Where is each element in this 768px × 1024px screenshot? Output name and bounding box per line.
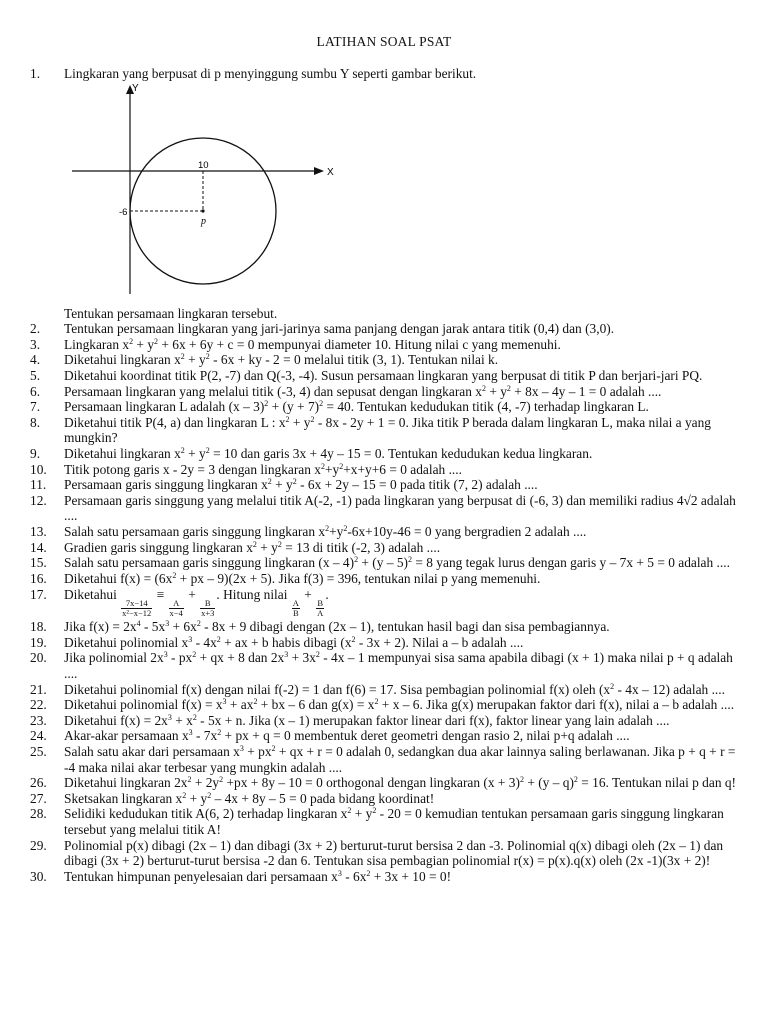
question-text-segment: + bx – 6 dan g(x) = x — [257, 697, 375, 713]
question-18: 18. Jika $f(x) = 2x^4 - 5x^3 + 6x^2 - 8x + 9$ dibagi dengan (2x – 1), tentukan hasil bagi dan sisa pembagiannya. — [30, 619, 610, 635]
exponent: 2 — [252, 539, 257, 549]
exponent: 2 — [372, 806, 377, 816]
question-text-segment: - px — [167, 650, 193, 666]
axis-x-label: X — [327, 167, 334, 178]
question-text-segment: B — [317, 598, 324, 609]
question-text-segment: - 5x + n. Jika (x – 1) merupakan faktor linear dari f(x), faktor linear yang lain adalah .... — [196, 712, 670, 728]
exponent: 3 — [222, 697, 227, 707]
question-27: 27. Sketsakan lingkaran $x^2 + y^2 - 4x + 8y - 5 = 0$ pada bidang koordinat! — [30, 790, 435, 806]
question-6: 6. Persamaan lingkaran yang melalui titik (-3, 4) dan sepusat dengan lingkaran $x^2 + y^2 + 8x - 4y - 1 = 0$ adalah .... — [30, 383, 662, 399]
question-text-segment: Persamaan garis singgung lingkaran x — [64, 477, 268, 493]
exponent: 2 — [366, 868, 371, 878]
question-text-segment: - 5x — [140, 619, 166, 635]
exponent: 2 — [192, 712, 197, 722]
exponent: 2 — [192, 650, 197, 660]
exponent: 2 — [205, 352, 210, 362]
exponent: 2 — [321, 461, 325, 471]
question-1-caption: Tentukan persamaan lingkaran tersebut. — [64, 305, 278, 321]
question-10: 10. Titik potong garis x - 2y = 3 dengan lingkaran $x^2+y^2+x+y+6 = 0$ adalah .... — [30, 461, 462, 477]
question-text-segment: + qx + 8 dan 2x — [196, 650, 285, 666]
question-text-segment: + ax — [226, 697, 254, 713]
axis-y-label: Y — [132, 83, 139, 94]
question-30: 30. Tentukan himpunan penyelesaian dari persamaan $x^3 - 6x^2 + 3x + 10 = 0$! — [30, 868, 452, 884]
question-list — [30, 66, 742, 884]
question-text-segment: + 2y — [191, 775, 220, 791]
exponent: 2 — [216, 634, 221, 644]
question-text-segment: – 4x + 8y – 5 = 0 pada bidang koordinat! — [211, 790, 435, 806]
question-text-segment: - 6x — [341, 868, 367, 884]
exponent: 2 — [285, 414, 290, 424]
tick-y-label: -6 — [119, 207, 128, 218]
exponent: 2 — [519, 775, 524, 785]
question-text-segment: + (y – q) — [523, 775, 574, 791]
exponent: 2 — [172, 570, 177, 580]
question-text-segment: x²−x−12 — [122, 608, 152, 619]
exponent: 2 — [180, 445, 185, 455]
question-text-segment: + — [300, 587, 316, 603]
exponent: 2 — [277, 539, 282, 549]
question-text-segment: Diketahui lingkaran x — [64, 445, 181, 461]
question-text-segment: Akar-akar persamaan x — [64, 728, 189, 744]
exponent: 2 — [219, 775, 224, 785]
exponent: 3 — [165, 619, 170, 629]
fraction — [121, 599, 152, 618]
question-text-segment: A — [169, 599, 184, 609]
question-text-segment: + (y + 7) — [268, 399, 320, 415]
page-title: LATIHAN SOAL PSAT — [316, 34, 452, 49]
question-3: 3. Lingkaran $x^2 + y^2 + 6x + 6y + c = 0$ mempunyai diameter 10. Hitung nilai c yang memenuhi. — [30, 336, 561, 352]
question-text-segment: x+3 — [201, 608, 215, 619]
question-text-segment: + px — [243, 744, 272, 760]
question-text-segment: B — [200, 599, 215, 609]
question-text-segment: + y — [271, 477, 293, 493]
question-text-segment: Selidiki kedudukan titik A(6, 2) terhadap lingkaran x — [64, 806, 348, 822]
question-7: 7. Persamaan lingkaran L adalah $(x - 3)^2 + (y + 7)^2 = 40$. Tentukan kedudukan titik (4, -7) terhadap lingkaran L. — [30, 399, 649, 415]
exponent: 3 — [163, 650, 168, 660]
exponent: 2 — [180, 352, 185, 362]
question-1: 1. Lingkaran yang berpusat di p menyinggung sumbu Y seperti gambar berikut. — [30, 66, 477, 81]
question-text-segment: + x — [171, 712, 193, 728]
question-14: 14. Gradien garis singgung lingkaran $x^2 + y^2 = 13$ di titik (-2, 3) adalah .... — [30, 539, 441, 555]
fraction — [169, 599, 184, 618]
question-text-segment: Diketahui lingkaran 2x — [64, 775, 188, 791]
question-19: 19. Diketahui polinomial $x^3 - 4x^2$ + ax + b habis dibagi $(x^2 - 3x + 2)$. Nilai a – b adalah .... — [30, 634, 524, 650]
question-text-segment: = 13 di titik (-2, 3) adalah .... — [281, 539, 441, 555]
exponent: 3 — [239, 744, 244, 754]
question-text-segment: x−4 — [169, 608, 183, 619]
exponent: 2 — [292, 477, 297, 487]
question-text-segment: = 16. Tentukan nilai p dan q! — [577, 775, 737, 791]
question-text-segment: Salah satu persamaan garis singgung lingkaran x — [64, 523, 326, 539]
question-text-segment: - 6x + 2y – 15 = 0 pada titik (7, 2) adalah .... — [296, 477, 538, 493]
question-text-segment: +x+y+6 = 0 adalah .... — [343, 461, 462, 477]
exponent: 3 — [284, 650, 289, 660]
question-text-segment: Salah satu persamaan garis singgung lingkaran (x – 4) — [64, 555, 355, 571]
question-text-segment: + y — [289, 414, 311, 430]
question-text-segment: + 3x — [288, 650, 316, 666]
exponent: 3 — [188, 728, 193, 738]
question-text-segment: + px + q = 0 membentuk deret geometri dengan rasio 2, nilai p+q adalah .... — [221, 728, 630, 744]
question-28: 28. Selidiki kedudukan titik A(6, 2) terhadap lingkaran $x^2 + y^2 - 20 = 0$ kemudian tentukan persamaan garis singgung lingkaran tersebut yang melalui titik A! — [30, 806, 724, 837]
question-text-segment: + y — [133, 336, 155, 352]
question-2: 2. Tentukan persamaan lingkaran yang jari-jarinya sama panjang dengan jarak antara titik (0,4) dan (3,0). — [30, 321, 615, 337]
question-text-segment: -6x+10y-46 = 0 yang bergradien 2 adalah .... — [347, 523, 587, 539]
question-text-segment: Sketsakan lingkaran x — [64, 790, 183, 806]
exponent: 2 — [374, 697, 379, 707]
exponent: 2 — [217, 728, 222, 738]
question-17: 17. Diketahui $\frac{7x-14}{\text{x²−x−12}}$ ≡ $\frac{A}{x-4}$ + $\frac{B}{x+3}$ . Hitung nilai $\frac{A}{B}$ + $\frac{B}{A}$ . — [30, 587, 329, 619]
question-text-segment: + ax + b habis dibagi (x — [220, 634, 352, 650]
question-text-segment: + y — [184, 445, 206, 461]
question-text-segment: - 7x — [192, 728, 218, 744]
exponent: 2 — [347, 806, 352, 816]
question-text-segment: A — [292, 598, 299, 609]
question-text-segment: + px – 9)(2x + 5). Jika f(3) = 396, tentukan nilai p yang memenuhi. — [176, 570, 541, 586]
question-15: 15. Salah satu persamaan garis singgung lingkaran (x – 4)$^2$ + (y – 5)$^2$ = 8 yang tegak lurus dengan garis y – 7x + 5 = 0 adalah .... — [30, 555, 730, 571]
question-text-segment: + qx + r = 0 adalah 0, sedangkan dua akar lainnya saling berlawanan. Jika p + q + r = -4 maka nilai akar terbesar yang mungkin adalah .... — [64, 744, 736, 775]
exponent: 3 — [167, 712, 172, 722]
question-21: 21. Diketahui polinomial f(x) dengan nilai f(-2) = 1 dan f(6) = 17. Sisa pembagian polinomial f(x) oleh $(x^2 - 4x - 12)$ adalah .... — [30, 681, 725, 697]
question-text-segment: - 3x + 2). Nilai a – b adalah .... — [355, 634, 524, 650]
question-text-segment: Salah satu akar dari persamaan x — [64, 744, 240, 760]
question-text-segment: Jika polinomial 2x — [64, 650, 164, 666]
question-11: 11. Persamaan garis singgung lingkaran $x^2 + y^2 - 6x + 2y - 15 = 0$ pada titik (7, 2) adalah .... — [30, 477, 538, 493]
fraction — [200, 599, 215, 618]
question-text-segment: + — [184, 587, 200, 603]
exponent: 2 — [267, 477, 272, 487]
question-text-segment: +y — [325, 461, 340, 477]
exponent: 2 — [354, 555, 359, 565]
question-text-segment: Diketahui f(x) = (6x — [64, 570, 173, 586]
question-text-segment: Persamaan lingkaran L adalah (x – 3) — [64, 399, 265, 415]
exponent: 2 — [154, 336, 159, 346]
question-text-segment: + y — [186, 790, 208, 806]
question-24: 24. Akar-akar persamaan $x^3 - 7x^2$ + px + q = 0 membentuk deret geometri dengan rasio 2, nilai p+q adalah .... — [30, 728, 630, 744]
exponent: 2 — [343, 523, 348, 533]
fraction — [316, 599, 324, 618]
exponent: 2 — [610, 681, 615, 691]
question-text-segment: ≡ — [153, 587, 168, 603]
question-text-segment: . Hitung nilai — [216, 587, 291, 603]
question-text-segment: + 3x + 10 = 0! — [370, 868, 452, 884]
exponent: 2 — [129, 336, 134, 346]
question-text-segment: + y — [485, 383, 507, 399]
question-12: 12. Persamaan garis singgung yang melalui titik A(-2, -1) pada lingkaran yang berpusat di (-6, 3) dan memiliki radius 4√2 adalah .... — [30, 492, 736, 524]
question-20: 20. Jika polinomial $2x^3 - px^2$ + qx + 8 dan $2x^3 + 3x^2 - 4x - 1$ mempunyai sisa sama apabila dibagi (x + 1) maka nilai p + q adalah .... — [30, 650, 733, 682]
question-text-segment: B — [293, 608, 299, 619]
question-4: 4. Diketahui lingkaran $x^2 + y^2 - 6x$ + ky - 2 = 0 melalui titik (3, 1). Tentukan nilai k. — [30, 352, 499, 368]
exponent: 3 — [337, 868, 342, 878]
question-text-segment: Titik potong garis x - 2y = 3 dengan lingkaran x — [64, 461, 321, 477]
question-text-segment: - 8x + 9 dibagi dengan (2x – 1), tentukan hasil bagi dan sisa pembagiannya. — [200, 619, 610, 635]
question-text-segment: Gradien garis singgung lingkaran x — [64, 539, 253, 555]
exponent: 2 — [187, 775, 192, 785]
exponent: 2 — [351, 634, 356, 644]
exponent: 2 — [207, 790, 212, 800]
exponent: 2 — [408, 555, 413, 565]
fraction — [292, 599, 300, 618]
question-text-segment: + y — [351, 806, 373, 822]
question-text-segment: . — [325, 587, 329, 603]
question-text-segment: - 6x + ky - 2 = 0 melalui titik (3, 1). Tentukan nilai k. — [209, 352, 499, 368]
question-5: 5. Diketahui koordinat titik P(2, -7) dan Q(-3, -4). Susun persamaan lingkaran yang berpusat di titik P dan berjari-jari PQ. — [30, 367, 703, 383]
question-text-segment: Diketahui polinomial x — [64, 634, 189, 650]
question-text-segment: - 20 = 0 kemudian tentukan persamaan garis singgung lingkaran tersebut yang melalui titik A! — [64, 806, 724, 837]
question-22: 22. Diketahui polinomial $f(x) = x^3 + ax^2$ + bx – 6 dan $g(x) = x^2 + x - 6$. Jika g(x) merupakan faktor dari f(x), nilai a – b adalah .... — [30, 697, 735, 713]
question-23: 23. Diketahui $f(x) = 2x^3 + x^2 - 5x + n$. Jika (x – 1) merupakan faktor linear dari f(x), faktor linear yang lain adalah .... — [30, 712, 670, 728]
question-8: 8. Diketahui titik P(4, a) dan lingkaran L : $x^2 + y^2 - 8x - 2y + 1 = 0$. Jika titik P berada dalam lingkaran L, maka nilai a yang mungkin? — [30, 414, 711, 446]
question-text-segment: A — [317, 608, 324, 619]
exponent: 2 — [325, 523, 330, 533]
question-text-segment: - 4x – 12) adalah .... — [614, 681, 725, 697]
question-text-segment: Diketahui f(x) = 2x — [64, 712, 168, 728]
question-9: 9. Diketahui lingkaran $x^2 + y^2 = 10$ dan garis 3x + 4y – 15 = 0. Tentukan kedudukan kedua lingkaran. — [30, 445, 593, 461]
question-text-segment: - 4x – 1 mempunyai sisa sama apabila dibagi (x + 1) maka nilai p + q adalah .... — [64, 650, 733, 682]
exponent: 2 — [339, 461, 344, 471]
question-text-segment: +px + 8y – 10 = 0 orthogonal dengan lingkaran (x + 3) — [223, 775, 520, 791]
question-text-segment: + 6x + 6y + c = 0 mempunyai diameter 10. Hitung nilai c yang memenuhi. — [158, 336, 561, 352]
exponent: 2 — [253, 697, 258, 707]
exponent: 2 — [182, 790, 187, 800]
question-text-segment: Tentukan himpunan penyelesaian dari persamaan x — [64, 868, 338, 884]
exponent: 2 — [319, 399, 324, 409]
question-text-segment: Jika f(x) = 2x — [64, 619, 137, 635]
question-text-segment: Diketahui lingkaran x — [64, 352, 181, 368]
question-text-segment: + (y – 5) — [358, 555, 409, 571]
exponent: 2 — [205, 445, 210, 455]
question-13: 13. Salah satu persamaan garis singgung lingkaran $x^2+y^2-6x+10y-46 = 0$ yang bergradien 2 adalah .... — [30, 523, 587, 539]
question-26: 26. Diketahui lingkaran $2x^2 + 2y^2 +px + 8y - 10 = 0$ orthogonal dengan lingkaran $(x + 3)^2 + (y - q)^2 = 16$. Tentukan nilai p dan q! — [30, 775, 737, 791]
exponent: 2 — [310, 414, 315, 424]
point-p-label: p — [201, 216, 206, 227]
question-29: 29. Polinomial p(x) dibagi (2x – 1) dan dibagi (3x + 2) berturut-turut bersisa 2 dan -3. Polinomial q(x) dibagi oleh (2x – 1) dan dibagi (3x + 2) berturut-turut bersisa -2 dan 6. Tentukan sisa pembagian polinomial r(x) = p(x).q(x) oleh (2x -1)(3x + 2)! — [30, 837, 724, 869]
question-16: 16. Diketahui $f(x) = (6x^2$ + px – 9)(2x + 5). Jika f(3) = 396, tentukan nilai p yang memenuhi. — [30, 570, 541, 586]
question-25: 25. Salah satu akar dari persamaan $x^3 + px^2$ + qx + r = 0 adalah 0, sedangkan dua akar lainnya saling berlawanan. Jika p + q + r = -4 maka nilai akar terbesar yang mungkin adalah .... — [30, 744, 736, 775]
question-text-segment: Diketahui titik P(4, a) dan lingkaran L : x — [64, 414, 286, 430]
question-text-segment: - 8x - 2y + 1 = 0. Jika titik P berada dalam lingkaran L, maka nilai a yang mungkin? — [64, 414, 711, 446]
exponent: 2 — [264, 399, 269, 409]
question-text-segment: Diketahui — [64, 587, 121, 603]
question-text-segment: - 4x — [192, 634, 217, 650]
question-text-segment: Diketahui polinomial f(x) dengan nilai f(-2) = 1 dan f(6) = 17. Sisa pembagian polinomial f(x) oleh (x — [64, 681, 611, 697]
exponent: 2 — [271, 744, 276, 754]
question-text-segment: Lingkaran x — [64, 336, 130, 352]
exponent: 4 — [136, 619, 141, 629]
exponent: 2 — [573, 775, 578, 785]
question-text-segment: + x – 6. Jika g(x) merupakan faktor dari f(x), nilai a – b adalah .... — [378, 697, 735, 713]
question-text-segment: = 10 dan garis 3x + 4y – 15 = 0. Tentukan kedudukan kedua lingkaran. — [209, 445, 593, 461]
exponent: 2 — [506, 383, 511, 393]
exponent: 2 — [315, 650, 320, 660]
exponent: 3 — [188, 634, 193, 644]
question-text-segment: + y — [184, 352, 206, 368]
question-text-segment: Diketahui polinomial f(x) = x — [64, 697, 223, 713]
question-text-segment: + y — [256, 539, 278, 555]
question-text-segment: = 40. Tentukan kedudukan titik (4, -7) terhadap lingkaran L. — [323, 399, 649, 415]
question-text-segment: = 8 yang tegak lurus dengan garis y – 7x + 5 = 0 adalah .... — [412, 555, 730, 571]
exponent: 2 — [481, 383, 486, 393]
exponent: 2 — [196, 619, 201, 629]
question-text-segment: + 6x — [169, 619, 197, 635]
question-text-segment: + 8x – 4y – 1 = 0 adalah .... — [510, 383, 662, 399]
question-text-segment: 7x−14 — [121, 599, 152, 609]
question-text-segment: +y — [329, 523, 344, 539]
tick-x-label: 10 — [198, 160, 209, 171]
question-text-segment: Persamaan lingkaran yang melalui titik (-3, 4) dan sepusat dengan lingkaran x — [64, 383, 482, 399]
